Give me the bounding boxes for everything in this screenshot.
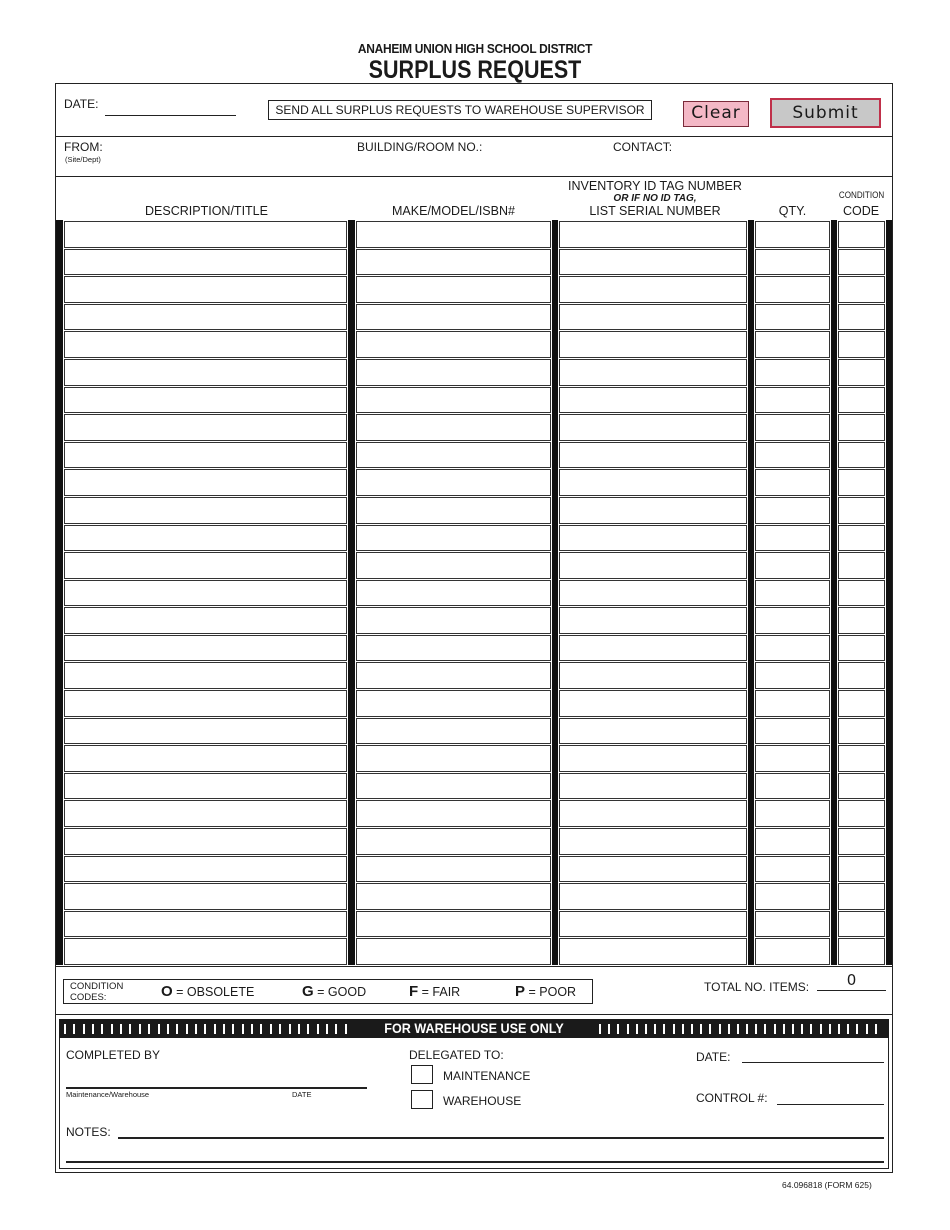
banner-tick [627,1024,629,1034]
description-cell[interactable] [64,359,347,386]
condition-cell[interactable] [838,690,885,717]
qty-cell[interactable] [755,442,830,469]
inventory-cell[interactable] [559,359,747,386]
grid-bar [831,220,837,965]
banner-tick [73,1024,75,1034]
condition-cell[interactable] [838,828,885,855]
description-cell[interactable] [64,607,347,634]
qty-cell[interactable] [755,414,830,441]
make-model-cell[interactable] [356,745,551,772]
qty-cell[interactable] [755,800,830,827]
banner-tick [774,1024,776,1034]
legend-letter: G [302,983,314,1000]
make-model-cell[interactable] [356,828,551,855]
date-label: DATE: [64,97,99,111]
inventory-cell[interactable] [559,690,747,717]
banner-tick [83,1024,85,1034]
qty-cell[interactable] [755,276,830,303]
make-model-cell[interactable] [356,414,551,441]
warehouse-date-field[interactable] [742,1062,884,1063]
make-model-cell[interactable] [356,718,551,745]
condition-cell[interactable] [838,635,885,662]
banner-tick [764,1024,766,1034]
description-cell[interactable] [64,580,347,607]
qty-cell[interactable] [755,497,830,524]
divider [56,966,892,967]
item-grid [56,220,892,965]
qty-cell[interactable] [755,387,830,414]
description-cell[interactable] [64,442,347,469]
description-cell[interactable] [64,469,347,496]
col-inventory-line3: LIST SERIAL NUMBER [589,204,721,218]
banner-tick [847,1024,849,1034]
banner-tick [599,1024,601,1034]
description-cell[interactable] [64,249,347,276]
banner-tick [801,1024,803,1034]
condition-cell[interactable] [838,800,885,827]
make-model-cell[interactable] [356,497,551,524]
inventory-cell[interactable] [559,938,747,965]
condition-cell[interactable] [838,497,885,524]
banner-tick [608,1024,610,1034]
warehouse-label: WAREHOUSE [443,1094,522,1108]
grid-bar [886,220,892,965]
qty-cell[interactable] [755,525,830,552]
inventory-cell[interactable] [559,662,747,689]
condition-cell[interactable] [838,221,885,248]
banner-tick [810,1024,812,1034]
banner-tick [654,1024,656,1034]
building-room-label: BUILDING/ROOM NO.: [357,140,483,154]
make-model-cell[interactable] [356,525,551,552]
banner-tick [719,1024,721,1034]
banner-tick [645,1024,647,1034]
banner-tick [755,1024,757,1034]
condition-cell[interactable] [838,883,885,910]
legend-label-line1: CONDITION [70,981,124,992]
banner-tick [820,1024,822,1034]
description-cell[interactable] [64,911,347,938]
inventory-cell[interactable] [559,304,747,331]
qty-cell[interactable] [755,938,830,965]
banner-tick [636,1024,638,1034]
total-items-field[interactable]: 0 [817,971,886,991]
qty-cell[interactable] [755,580,830,607]
banner-tick [783,1024,785,1034]
warehouse-date-label: DATE: [696,1050,731,1064]
condition-cell[interactable] [838,525,885,552]
inventory-cell[interactable] [559,856,747,883]
inventory-cell[interactable] [559,276,747,303]
description-cell[interactable] [64,304,347,331]
page-title: SURPLUS REQUEST [368,56,582,84]
completed-by-label: COMPLETED BY [66,1048,161,1062]
make-model-cell[interactable] [356,773,551,800]
condition-cell[interactable] [838,911,885,938]
condition-cell[interactable] [838,662,885,689]
make-model-cell[interactable] [356,249,551,276]
banner-tick [700,1024,702,1034]
condition-cell[interactable] [838,249,885,276]
legend-label-line2: CODES: [70,992,107,1003]
inventory-cell[interactable] [559,911,747,938]
make-model-cell[interactable] [356,607,551,634]
description-cell[interactable] [64,331,347,358]
condition-cell[interactable] [838,938,885,965]
qty-cell[interactable] [755,359,830,386]
district-name: ANAHEIM UNION HIGH SCHOOL DISTRICT [357,41,593,56]
banner-tick [875,1024,877,1034]
legend-meaning: = OBSOLETE [176,985,255,999]
condition-cell[interactable] [838,359,885,386]
description-cell[interactable] [64,800,347,827]
inventory-cell[interactable] [559,883,747,910]
qty-cell[interactable] [755,828,830,855]
contact-label: CONTACT: [613,140,673,154]
control-number-label: CONTROL #: [696,1091,768,1105]
warehouse-banner-text: FOR WAREHOUSE USE ONLY [384,1020,564,1036]
legend-letter: F [409,983,419,1000]
notes-label: NOTES: [66,1125,111,1139]
inventory-cell[interactable] [559,718,747,745]
delegated-to-label: DELEGATED TO: [409,1048,504,1062]
col-inventory-line2: OR IF NO ID TAG, [613,193,697,204]
col-qty: QTY. [778,204,807,218]
inventory-cell[interactable] [559,249,747,276]
completed-date-sublabel: DATE [292,1090,312,1099]
banner-tick [682,1024,684,1034]
inventory-cell[interactable] [559,414,747,441]
col-description: DESCRIPTION/TITLE [145,204,268,218]
make-model-cell[interactable] [356,883,551,910]
grid-bar [348,220,355,965]
make-model-cell[interactable] [356,304,551,331]
qty-cell[interactable] [755,221,830,248]
inventory-cell[interactable] [559,800,747,827]
submit-button[interactable]: Submit [770,98,881,128]
make-model-cell[interactable] [356,662,551,689]
condition-cell[interactable] [838,469,885,496]
banner-tick [709,1024,711,1034]
make-model-cell[interactable] [356,552,551,579]
inventory-cell[interactable] [559,552,747,579]
make-model-cell[interactable] [356,580,551,607]
qty-cell[interactable] [755,304,830,331]
legend-letter: O [161,983,173,1000]
condition-cell[interactable] [838,580,885,607]
total-items-label: TOTAL NO. ITEMS: [704,980,810,994]
divider [56,1014,892,1015]
inventory-cell[interactable] [559,525,747,552]
qty-cell[interactable] [755,552,830,579]
qty-cell[interactable] [755,745,830,772]
description-cell[interactable] [64,662,347,689]
description-cell[interactable] [64,718,347,745]
legend-fair [409,983,460,1000]
make-model-cell[interactable] [356,856,551,883]
condition-cell[interactable] [838,718,885,745]
inventory-cell[interactable] [559,387,747,414]
condition-cell[interactable] [838,607,885,634]
banner-tick [737,1024,739,1034]
grid-bar [748,220,754,965]
inventory-cell[interactable] [559,331,747,358]
banner-tick [617,1024,619,1034]
banner-tick [691,1024,693,1034]
grid-bar [56,220,63,965]
condition-cell[interactable] [838,442,885,469]
qty-cell[interactable] [755,662,830,689]
qty-cell[interactable] [755,635,830,662]
description-cell[interactable] [64,497,347,524]
col-make-model: MAKE/MODEL/ISBN# [392,204,515,218]
qty-cell[interactable] [755,911,830,938]
description-cell[interactable] [64,552,347,579]
inventory-cell[interactable] [559,828,747,855]
inventory-cell[interactable] [559,497,747,524]
inventory-cell[interactable] [559,635,747,662]
condition-cell[interactable] [838,414,885,441]
make-model-cell[interactable] [356,469,551,496]
make-model-cell[interactable] [356,359,551,386]
maintenance-label: MAINTENANCE [443,1069,531,1083]
condition-cell[interactable] [838,331,885,358]
description-cell[interactable] [64,828,347,855]
condition-cell[interactable] [838,745,885,772]
make-model-cell[interactable] [356,911,551,938]
legend-meaning: = POOR [528,985,577,999]
description-cell[interactable] [64,276,347,303]
qty-cell[interactable] [755,718,830,745]
from-sublabel: (Site/Dept) [65,155,101,164]
make-model-cell[interactable] [356,800,551,827]
inventory-cell[interactable] [559,469,747,496]
notes-field[interactable] [118,1137,884,1139]
description-cell[interactable] [64,387,347,414]
qty-cell[interactable] [755,883,830,910]
inventory-cell[interactable] [559,221,747,248]
inventory-cell[interactable] [559,773,747,800]
qty-cell[interactable] [755,856,830,883]
col-condition-line2: CODE [842,204,880,218]
legend-obsolete [161,983,254,1000]
description-cell[interactable] [64,221,347,248]
banner-tick [663,1024,665,1034]
banner-tick [746,1024,748,1034]
banner-ticks-right [599,1024,884,1034]
grid-bar [552,220,558,965]
qty-cell[interactable] [755,331,830,358]
description-cell[interactable] [64,938,347,965]
banner-tick [92,1024,94,1034]
completed-by-sublabel: Maintenance/Warehouse [66,1090,150,1099]
banner-tick [673,1024,675,1034]
date-field[interactable] [105,115,236,116]
col-condition-line1: CONDITION [838,190,885,201]
qty-cell[interactable] [755,607,830,634]
description-cell[interactable] [64,773,347,800]
description-cell[interactable] [64,525,347,552]
qty-cell[interactable] [755,249,830,276]
divider [56,176,892,177]
completed-by-field[interactable] [66,1087,367,1089]
divider [56,136,892,137]
control-number-field[interactable] [777,1104,884,1105]
condition-cell[interactable] [838,552,885,579]
legend-good [302,983,366,1000]
banner-tick [866,1024,868,1034]
col-inventory-line1: INVENTORY ID TAG NUMBER [568,179,742,193]
condition-cell[interactable] [838,276,885,303]
legend-poor [515,983,576,1000]
description-cell[interactable] [64,414,347,441]
legend-letter: P [515,983,526,1000]
description-cell[interactable] [64,635,347,662]
make-model-cell[interactable] [356,442,551,469]
make-model-cell[interactable] [356,331,551,358]
inventory-cell[interactable] [559,442,747,469]
description-cell[interactable] [64,745,347,772]
form-number: 64.096818 (FORM 625) [782,1180,872,1190]
banner-tick [728,1024,730,1034]
legend-meaning: = GOOD [317,985,367,999]
make-model-cell[interactable] [356,276,551,303]
inventory-cell[interactable] [559,580,747,607]
banner-tick [856,1024,858,1034]
condition-cell[interactable] [838,856,885,883]
warehouse-banner [59,1019,889,1038]
condition-cell[interactable] [838,304,885,331]
make-model-cell[interactable] [356,938,551,965]
banner-tick [838,1024,840,1034]
banner-tick [64,1024,66,1034]
inventory-cell[interactable] [559,745,747,772]
clear-button[interactable]: Clear [683,101,749,127]
description-cell[interactable] [64,690,347,717]
legend-meaning: = FAIR [421,985,461,999]
from-label: FROM: [64,140,103,154]
qty-cell[interactable] [755,773,830,800]
description-cell[interactable] [64,883,347,910]
warehouse-checkbox[interactable] [411,1090,433,1109]
make-model-cell[interactable] [356,221,551,248]
notice-box: SEND ALL SURPLUS REQUESTS TO WAREHOUSE SUPERVISOR [268,100,652,120]
notes-field-line2[interactable] [66,1161,884,1163]
qty-cell[interactable] [755,469,830,496]
condition-cell[interactable] [838,773,885,800]
inventory-cell[interactable] [559,607,747,634]
banner-tick [829,1024,831,1034]
make-model-cell[interactable] [356,387,551,414]
make-model-cell[interactable] [356,635,551,662]
banner-tick [792,1024,794,1034]
condition-legend [63,979,593,1004]
make-model-cell[interactable] [356,690,551,717]
maintenance-checkbox[interactable] [411,1065,433,1084]
description-cell[interactable] [64,856,347,883]
qty-cell[interactable] [755,690,830,717]
condition-cell[interactable] [838,387,885,414]
